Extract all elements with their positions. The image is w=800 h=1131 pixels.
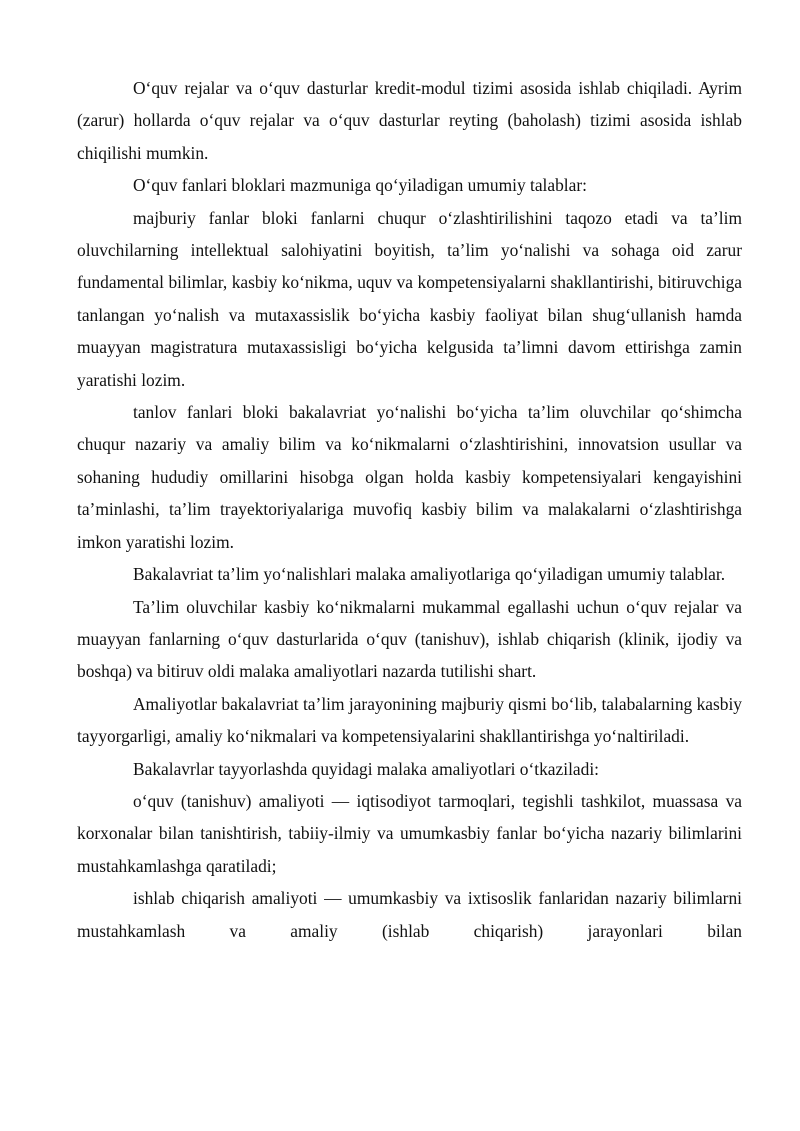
paragraph-credit-module: O‘quv rejalar va o‘quv dasturlar kredit-modul tizimi asosida ishlab chiqiladi. Ayrim (zarur) hollarda o‘quv rejalar va o‘quv dasturlar reyting (baholash) tizimi asosida ishlab chiqilishi mumkin. [77,78,742,163]
paragraph-block-requirements-heading: O‘quv fanlari bloklari mazmuniga qo‘yiladigan umumiy talablar: [133,175,587,196]
paragraph-practice-types: Ta’lim oluvchilar kasbiy ko‘nikmalarni mukammal egallashi uchun o‘quv rejalar va muayyan fanlarning o‘quv dasturlarida o‘quv (tanishuv), ishlab chiqarish (klinik, ijodiy va boshqa) va bitiruv oldi malaka amaliyotlari nazarda tutilishi shart. [77,596,742,682]
paragraph-practice-mandatory: Amaliyotlar bakalavriat ta’lim jarayonining majburiy qismi bo‘lib, talabalarning kasbiy tayyorgarligi, amaliy ko‘nikmalari va kompetensiyalarini shakllantirishga yo‘naltiriladi. [77,693,742,747]
paragraph-mandatory-block: majburiy fanlar bloki fanlarni chuqur o‘zlashtirilishini taqozo etadi va ta’lim oluvchilarning intellektual salohiyatini boyitish, ta’lim yo‘nalishi va sohaga oid zarur fundamental bilimlar, kasbiy ko‘nikma, uquv va kompetensiyalarni shakllantirishi, bitiruvchiga tanlangan yo‘nalish va mutaxassislik bo‘yicha kasbiy faoliyat bilan shug‘ullanish hamda muayyan magistratura mutaxassisligi bo‘yicha kelgusida ta’limni davom ettirishga zamin yaratishi lozim. [77,207,742,390]
paragraph-practice-requirements: Bakalavriat ta’lim yo‘nalishlari malaka amaliyotlariga qo‘yiladigan umumiy talablar. [133,564,726,585]
paragraph-production-practice: ishlab chiqarish amaliyoti — umumkasbiy va ixtisoslik fanlaridan nazariy bilimlarni mustahkamlash va amaliy (ishlab chiqarish) jarayonlari bilan [77,888,742,941]
paragraph-practice-list-heading: Bakalavrlar tayyorlashda quyidagi malaka amaliyotlari o‘tkaziladi: [133,758,599,779]
document-page [77,72,742,947]
paragraph-elective-block: tanlov fanlari bloki bakalavriat yo‘nalishi bo‘yicha ta’lim oluvchilar qo‘shimcha chuqur nazariy va amaliy bilim va ko‘nikmalarni o‘zlashtirishini, innovatsion usullar va sohaning hududiy omillarini hisobga olgan holda kasbiy kompetensiyalari kengayishini ta’minlashi, ta’lim trayektoriyalariga muvofiq kasbiy bilim va malakalarni o‘zlashtirishga imkon yaratishi lozim. [77,402,742,552]
paragraph-educational-practice: o‘quv (tanishuv) amaliyoti — iqtisodiyot tarmoqlari, tegishli tashkilot, muassasa va korxonalar bilan tanishtirish, tabiiy-ilmiy va umumkasbiy fanlar bo‘yicha nazariy bilimlarini mustahkamlashga qaratiladi; [77,790,742,876]
